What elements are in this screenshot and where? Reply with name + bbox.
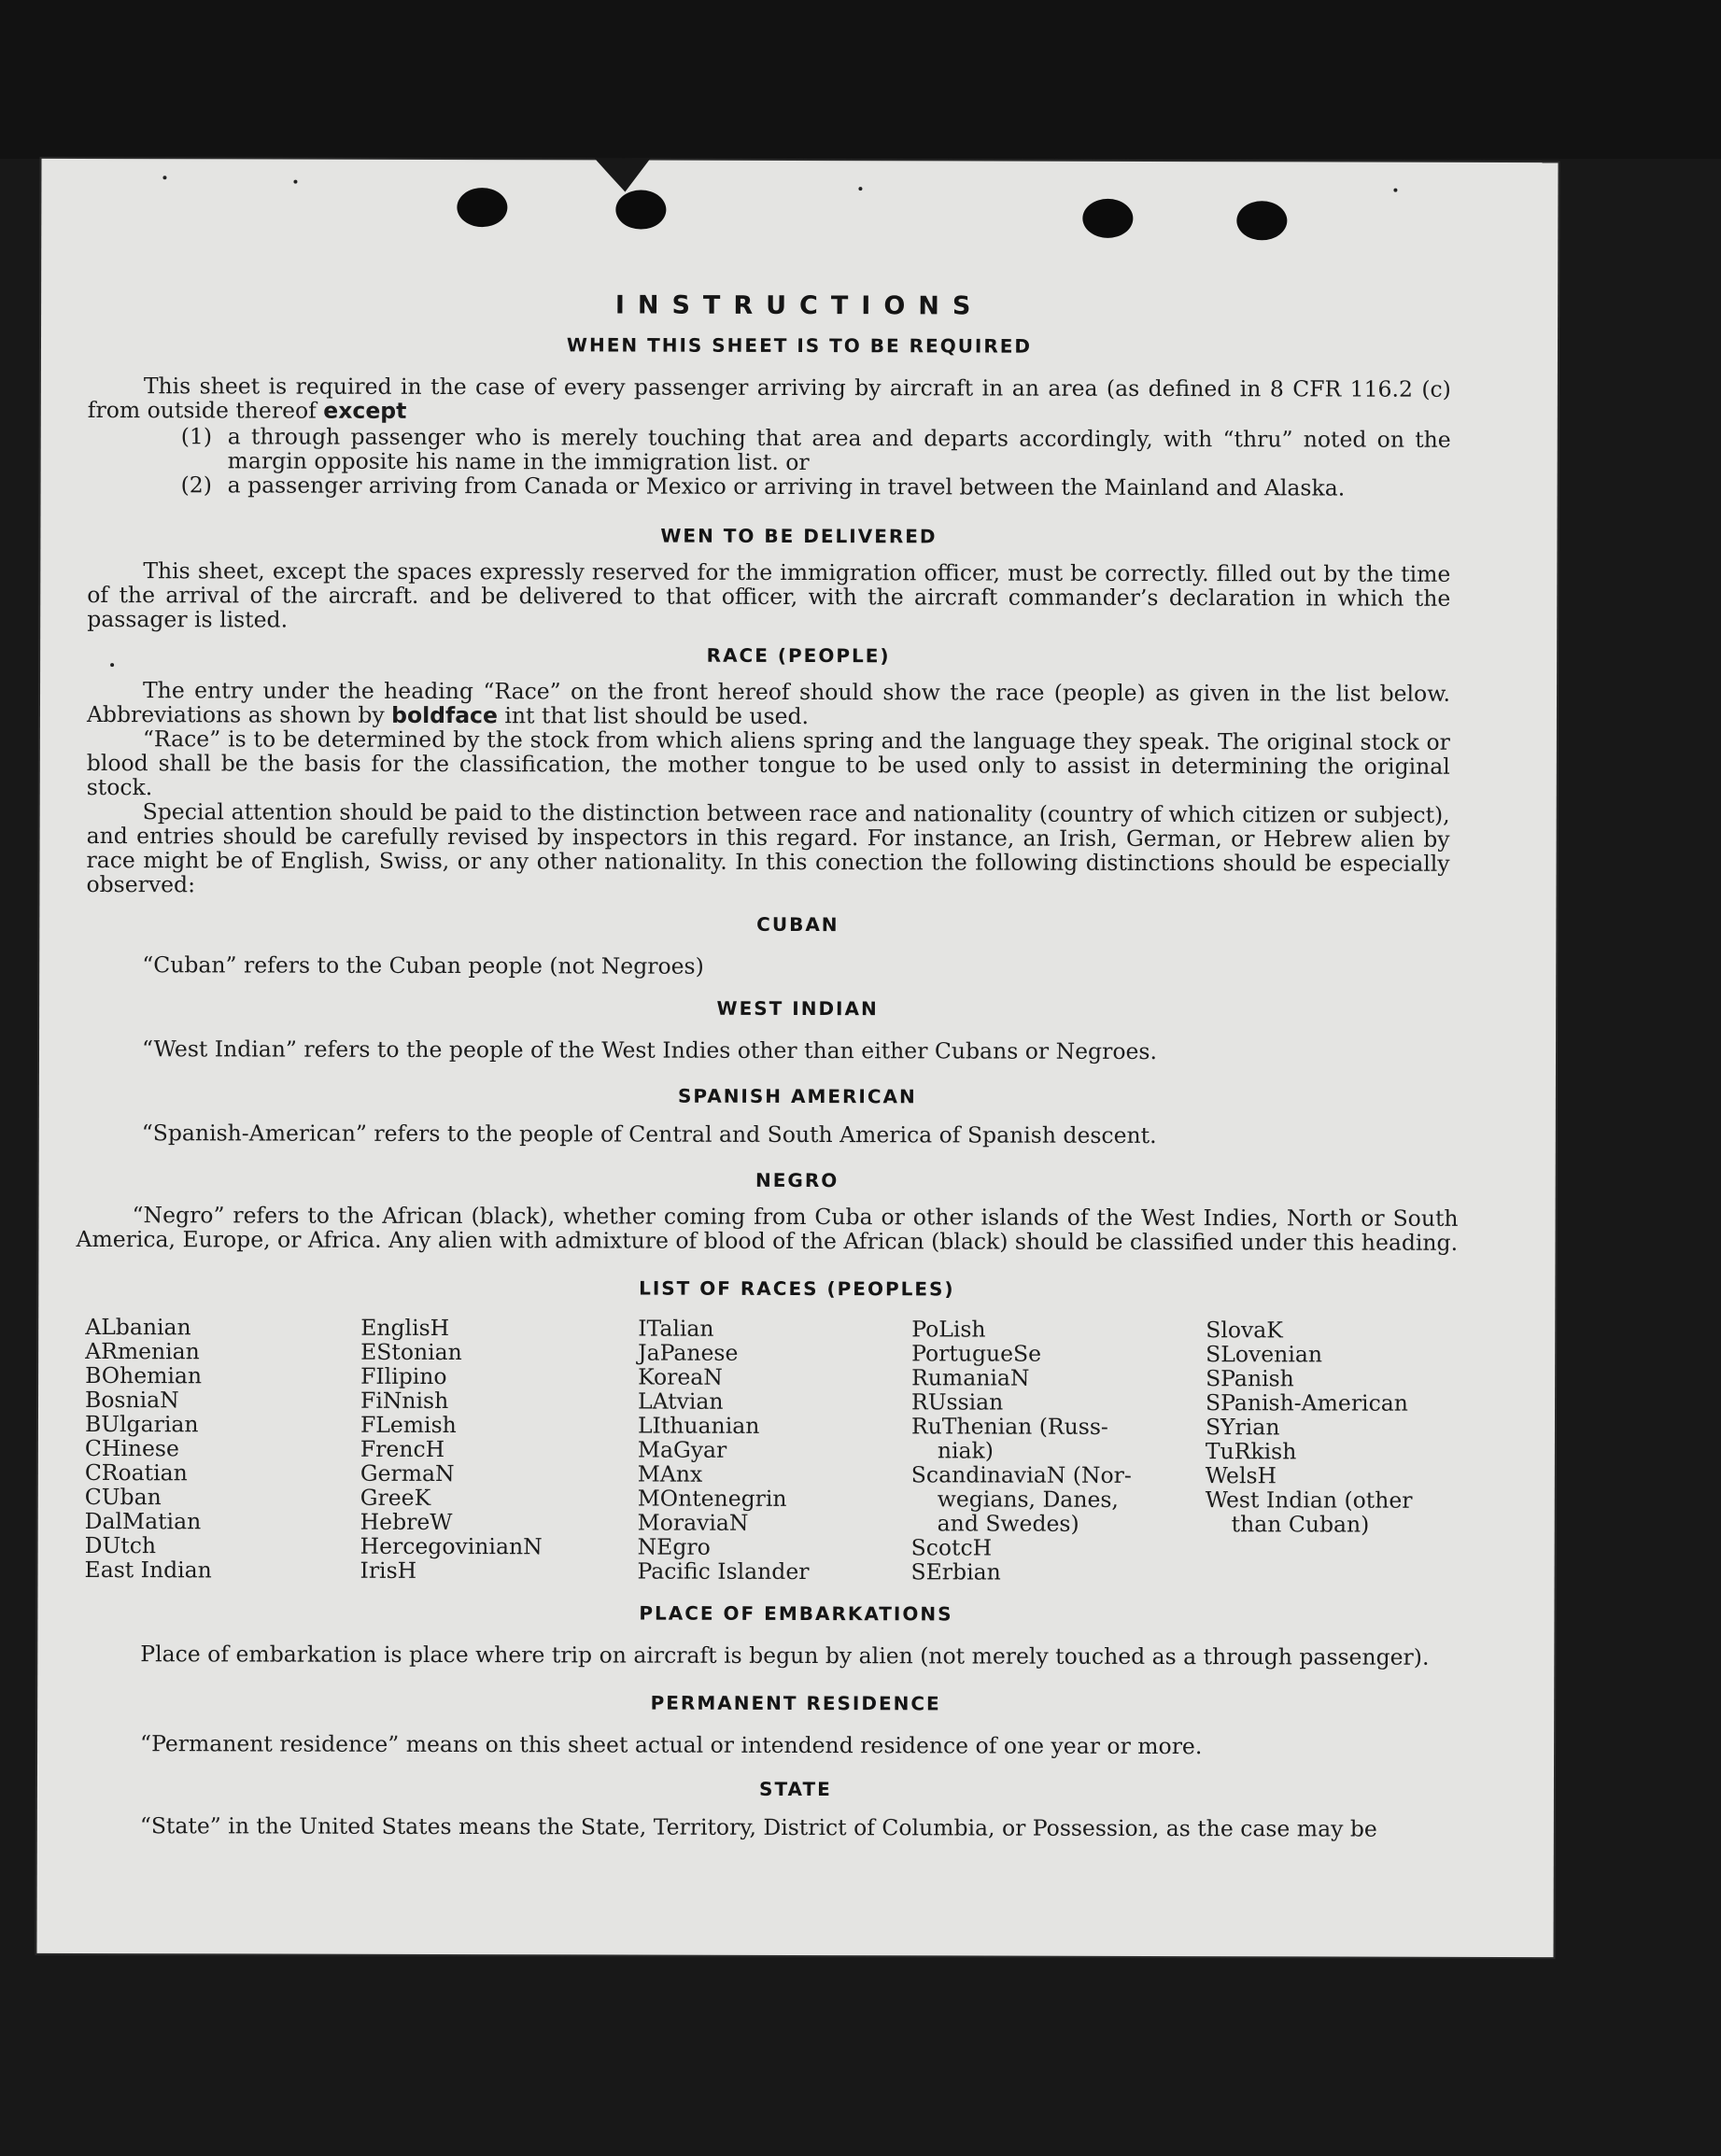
race-entry: SlovaK <box>1206 1317 1283 1344</box>
race-entry: WelsH <box>1205 1462 1277 1489</box>
race-entry: SErbian <box>910 1558 1001 1585</box>
when-required-intro: This sheet is required in the case of every passenger arriving by aircraft in an area (as defined in 8 CFR 116.2 (c) from outside thereof except <box>87 373 1451 424</box>
races-column-2 <box>360 1316 543 1584</box>
race-entry: GermaN <box>360 1459 455 1487</box>
race-entry: SYrian <box>1205 1414 1280 1441</box>
race-entry: niak) <box>937 1437 995 1464</box>
section-heading-when-delivered: WEN TO BE DELIVERED <box>660 524 938 548</box>
race-entry: CHinese <box>84 1435 179 1462</box>
race-entry: ITalian <box>638 1315 714 1342</box>
section-heading-negro: NEGRO <box>755 1168 839 1192</box>
west-indian-text: “West Indian” refers to the people of the West Indies other than either Cubans or Negroes. <box>141 1036 1157 1065</box>
race-entry: ScotcH <box>910 1534 993 1561</box>
races-list <box>84 1314 1468 1585</box>
race-entry: wegians, Danes, <box>937 1486 1119 1513</box>
when-delivered-text: This sheet, except the spaces expressly reserved for the immigration officer, must be correctly. filled out by the time of the arrival of the aircraft. and be delivered to that officer, with the aircraft commander’s declaration in which the passager is listed. <box>87 557 1451 633</box>
document-sheet <box>36 159 1558 1957</box>
race-entry: FrencH <box>360 1435 445 1463</box>
race-entry: than Cuban) <box>1231 1511 1370 1538</box>
race-entry: EnglisH <box>360 1314 450 1342</box>
races-column-1 <box>85 1315 213 1582</box>
speck <box>293 180 297 184</box>
torn-notch <box>594 158 650 191</box>
race-entry: HercegovinianN <box>360 1532 543 1560</box>
race-paragraph-2: “Race” is to be determined by the stock from which aliens spring and the language they speak. The original stock or blood shall be the basis for the classification, the mother tongue to be used only to assist in determining the original stock. <box>86 726 1450 801</box>
race-entry: MoraviaN <box>637 1509 749 1536</box>
section-heading-list-of-races: LIST OF RACES (PEOPLES) <box>639 1276 955 1301</box>
race-entry: West Indian (other <box>1205 1487 1413 1514</box>
speck <box>858 187 862 190</box>
race-entry: RumaniaN <box>911 1364 1030 1391</box>
when-required-item-2: (2) a passenger arriving from Canada or Mexico or arriving in travel between the Mainland and Alaska. <box>180 472 1346 501</box>
race-entry: LAtvian <box>638 1388 724 1415</box>
race-paragraph-3: Special attention should be paid to the distinction between race and nationality (country of which citizen or subject), and entries should be carefully revised by inspectors in this regard. For instance, an Irish, German, or Hebrew alien by race might be of English, Swiss, or any other nationality. In this conection the following distinctions should be especially observed: <box>86 798 1450 898</box>
race-entry: FLemish <box>360 1411 457 1439</box>
cuban-text: “Cuban” refers to the Cuban people (not Negroes) <box>142 951 704 979</box>
punch-hole-4 <box>1236 201 1287 240</box>
speck <box>1393 189 1397 192</box>
race-entry: BOhemian <box>85 1362 203 1389</box>
race-entry: NEgro <box>637 1533 711 1560</box>
race-entry: MOntenegrin <box>637 1485 787 1512</box>
race-entry: KoreaN <box>638 1363 723 1390</box>
section-heading-west-indian: WEST INDIAN <box>716 996 879 1021</box>
negro-text: “Negro” refers to the African (black), whether coming from Cuba or other islands of the West Indies, North or South America, Europe, or Africa. Any alien with admixture of blood of the African (black) should be classified under this heading. <box>76 1202 1459 1256</box>
race-entry: LIthuanian <box>637 1412 760 1439</box>
races-column-4 <box>911 1317 1133 1585</box>
race-entry: ScandinaviaN (Nor- <box>910 1461 1132 1488</box>
race-entry: FIlipino <box>360 1362 447 1390</box>
races-column-5 <box>1206 1318 1413 1537</box>
speck <box>162 176 166 179</box>
race-entry: East Indian <box>84 1557 212 1584</box>
punch-hole-2 <box>615 190 666 229</box>
state-text: “State” in the United States means the State, Territory, District of Columbia, or Possession, as the case may be <box>139 1812 1377 1842</box>
race-entry: SPanish <box>1206 1365 1294 1392</box>
race-entry: GreeK <box>360 1484 431 1511</box>
race-entry: HebreW <box>360 1508 453 1536</box>
punch-hole-1 <box>457 188 507 227</box>
race-entry: SPanish-American <box>1205 1389 1408 1416</box>
race-entry: ARmenian <box>85 1338 200 1365</box>
section-heading-spanish-american: SPANISH AMERICAN <box>677 1084 917 1108</box>
race-entry: FiNnish <box>360 1387 449 1415</box>
race-entry: PoLish <box>911 1316 986 1343</box>
race-entry: MaGyar <box>637 1436 727 1463</box>
race-entry: BUlgarian <box>84 1411 199 1438</box>
embarkation-text: Place of embarkation is place where trip on aircraft is begun by alien (not merely touched as a through passenger). <box>140 1641 1430 1670</box>
race-entry: DalMatian <box>84 1508 202 1535</box>
except-word: except <box>323 397 407 424</box>
punch-hole-3 <box>1082 199 1133 238</box>
section-heading-state: STATE <box>759 1777 832 1801</box>
race-entry: PortugueSe <box>911 1340 1042 1367</box>
race-entry: ALbanian <box>85 1314 191 1341</box>
section-heading-embarkation: PLACE OF EMBARKATIONS <box>639 1601 953 1626</box>
section-heading-permanent-residence: PERMANENT RESIDENCE <box>650 1691 941 1715</box>
section-heading-race: RACE (PEOPLE) <box>706 643 891 668</box>
race-entry: BosniaN <box>85 1387 179 1414</box>
race-entry: RUssian <box>910 1388 1004 1416</box>
when-required-item-1: (1) a through passenger who is merely touching that area and departs accordingly, with “thru” noted on the margin opposite his name in the immigration list. or <box>180 423 1451 476</box>
race-entry: IrisH <box>360 1557 417 1584</box>
spanish-american-text: “Spanish-American” refers to the people of Central and South America of Spanish descent. <box>141 1120 1157 1149</box>
race-entry: Pacific Islander <box>637 1557 810 1585</box>
race-entry: and Swedes) <box>937 1510 1079 1537</box>
section-heading-cuban: CUBAN <box>756 912 839 937</box>
race-entry: RuThenian (Russ- <box>910 1413 1108 1440</box>
race-entry: EStonian <box>360 1338 462 1366</box>
race-entry: CUban <box>84 1484 162 1511</box>
page-title: INSTRUCTIONS <box>614 290 984 321</box>
race-entry: JaPanese <box>638 1339 739 1366</box>
race-entry: SLovenian <box>1206 1341 1323 1368</box>
race-entry: TuRkish <box>1205 1438 1297 1465</box>
race-entry: CRoatian <box>84 1459 188 1487</box>
boldface-word: boldface <box>391 701 498 729</box>
race-paragraph-1: The entry under the heading “Race” on the front hereof should show the race (people) as given in the list below. Abbreviations as shown by boldface int that list should be used. <box>86 677 1451 730</box>
scan-background <box>0 0 1721 159</box>
race-entry: DUtch <box>84 1532 157 1559</box>
races-column-3 <box>638 1317 811 1584</box>
section-heading-when-required: WHEN THIS SHEET IS TO BE REQUIRED <box>566 333 1033 358</box>
permanent-residence-text: “Permanent residence” means on this sheet actual or intendend residence of one year or more. <box>140 1730 1203 1760</box>
race-entry: MAnx <box>637 1460 703 1487</box>
